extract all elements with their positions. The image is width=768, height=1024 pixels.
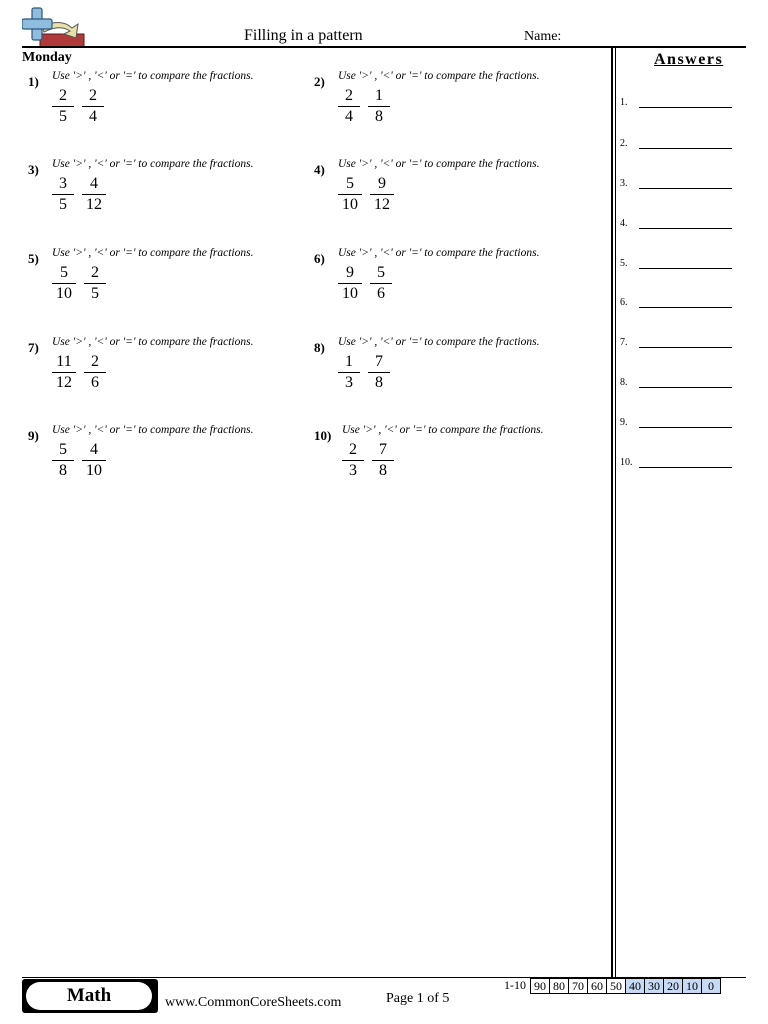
score-cell: 80 [550,978,569,994]
problem-instruction: Use '>' , '<' or '=' to compare the fractions. [52,336,254,348]
fraction-pair [338,86,390,127]
problem-number: 10) [314,428,332,443]
fraction [82,440,106,481]
problem-instruction: Use '>' , '<' or '=' to compare the fractions. [52,158,254,170]
problem [314,158,604,238]
answers-heading: Answers [654,51,724,68]
fraction [52,352,76,393]
score-range-label: 1-10 [504,978,526,992]
site-url: www.CommonCoreSheets.com [165,995,342,1010]
fraction [370,263,392,304]
answer-line[interactable] [620,297,732,311]
answer-line[interactable] [620,377,732,391]
math-badge: Math [26,982,152,1010]
fraction-pair [52,352,106,393]
problem-number: 1) [28,74,39,89]
answer-number: 10. [620,457,633,468]
answer-line[interactable] [620,97,732,111]
fraction [84,263,106,304]
denominator: 4 [82,106,104,127]
answer-number: 8. [620,377,628,388]
denominator: 5 [52,106,74,127]
score-cell: 60 [588,978,607,994]
answer-blank[interactable] [639,347,732,348]
fraction-pair [52,174,106,215]
numerator: 5 [59,441,67,458]
fraction-pair [52,440,106,481]
denominator: 10 [338,194,362,215]
answer-line[interactable] [620,417,732,431]
fraction [372,440,394,481]
page-number: Page 1 of 5 [386,991,450,1006]
denominator: 6 [370,283,392,304]
answer-line[interactable] [620,258,732,272]
numerator: 2 [91,353,99,370]
numerator: 1 [375,87,383,104]
numerator: 5 [346,175,354,192]
answer-number: 2. [620,138,628,149]
answer-blank[interactable] [639,387,732,388]
numerator: 4 [90,175,98,192]
fraction [52,174,74,215]
fraction [82,86,104,127]
problem-number: 6) [314,251,325,266]
problem-number: 5) [28,251,39,266]
fraction [52,440,74,481]
problem [28,247,318,327]
fraction-pair [338,174,394,215]
answers-divider [611,47,613,977]
fraction [82,174,106,215]
problem-instruction: Use '>' , '<' or '=' to compare the fractions. [52,70,254,82]
answer-blank[interactable] [639,268,732,269]
denominator: 12 [82,194,106,215]
numerator: 2 [89,87,97,104]
name-label: Name: [524,29,562,44]
problem-number: 9) [28,428,39,443]
score-cell: 30 [645,978,664,994]
problem-instruction: Use '>' , '<' or '=' to compare the fractions. [338,158,540,170]
fraction-pair [338,352,390,393]
denominator: 8 [368,372,390,393]
worksheet-title: Filling in a pattern [244,27,363,44]
fraction [338,352,360,393]
problem [28,70,318,150]
score-cell: 70 [569,978,588,994]
answer-line[interactable] [620,337,732,351]
denominator: 8 [368,106,390,127]
denominator: 12 [370,194,394,215]
numerator: 1 [345,353,353,370]
denominator: 8 [52,460,74,481]
numerator: 2 [91,264,99,281]
numerator: 7 [375,353,383,370]
answer-line[interactable] [620,218,732,232]
fraction [338,86,360,127]
answer-line[interactable] [620,457,732,471]
problem-number: 2) [314,74,325,89]
numerator: 5 [60,264,68,281]
denominator: 10 [82,460,106,481]
fraction [52,263,76,304]
answer-blank[interactable] [639,107,732,108]
denominator: 6 [84,372,106,393]
problem-number: 7) [28,340,39,355]
numerator: 9 [378,175,386,192]
numerator: 7 [379,441,387,458]
problem-number: 4) [314,162,325,177]
score-cell: 40 [626,978,645,994]
numerator: 9 [346,264,354,281]
fraction-pair [52,86,104,127]
problem [314,424,604,504]
fraction [370,174,394,215]
header-rule [22,46,746,48]
answer-number: 5. [620,258,628,269]
denominator: 4 [338,106,360,127]
answer-blank[interactable] [639,427,732,428]
day-heading: Monday [22,50,72,65]
fraction [84,352,106,393]
answer-number: 1. [620,97,628,108]
answer-blank[interactable] [639,307,732,308]
problem [28,158,318,238]
answer-blank[interactable] [639,148,732,149]
numerator: 2 [345,87,353,104]
problem-instruction: Use '>' , '<' or '=' to compare the fractions. [52,424,254,436]
numerator: 3 [59,175,67,192]
fraction [338,263,362,304]
problem-instruction: Use '>' , '<' or '=' to compare the fractions. [338,70,540,82]
numerator: 2 [349,441,357,458]
problem-instruction: Use '>' , '<' or '=' to compare the fractions. [338,247,540,259]
problem [28,336,318,416]
score-cell: 0 [702,978,721,994]
score-cell: 50 [607,978,626,994]
answer-number: 4. [620,218,628,229]
answer-blank[interactable] [639,228,732,229]
numerator: 4 [90,441,98,458]
fraction [52,86,74,127]
score-table [500,978,721,994]
fraction-pair [52,263,106,304]
answers-divider-inner [615,47,616,977]
denominator: 8 [372,460,394,481]
fraction-pair [342,440,394,481]
answer-number: 9. [620,417,628,428]
fraction [338,174,362,215]
problem [28,424,318,504]
problem-instruction: Use '>' , '<' or '=' to compare the fractions. [52,247,254,259]
numerator: 11 [56,353,72,370]
fraction [342,440,364,481]
answer-blank[interactable] [639,188,732,189]
denominator: 10 [338,283,362,304]
numerator: 2 [59,87,67,104]
fraction-pair [338,263,392,304]
score-cell: 10 [683,978,702,994]
problem [314,70,604,150]
denominator: 10 [52,283,76,304]
denominator: 12 [52,372,76,393]
answer-number: 3. [620,178,628,189]
problem [314,336,604,416]
answer-blank[interactable] [639,467,732,468]
numerator: 5 [377,264,385,281]
problem-instruction: Use '>' , '<' or '=' to compare the fractions. [338,336,540,348]
denominator: 3 [338,372,360,393]
denominator: 5 [84,283,106,304]
fraction [368,352,390,393]
fraction [368,86,390,127]
answer-line[interactable] [620,178,732,192]
score-cell: 20 [664,978,683,994]
score-cell: 90 [530,978,550,994]
problem-number: 8) [314,340,325,355]
problem-number: 3) [28,162,39,177]
problem [314,247,604,327]
denominator: 5 [52,194,74,215]
answer-number: 7. [620,337,628,348]
denominator: 3 [342,460,364,481]
plus-arrow-logo-icon [22,6,86,48]
problem-instruction: Use '>' , '<' or '=' to compare the fractions. [342,424,544,436]
answer-line[interactable] [620,138,732,152]
answer-number: 6. [620,297,628,308]
